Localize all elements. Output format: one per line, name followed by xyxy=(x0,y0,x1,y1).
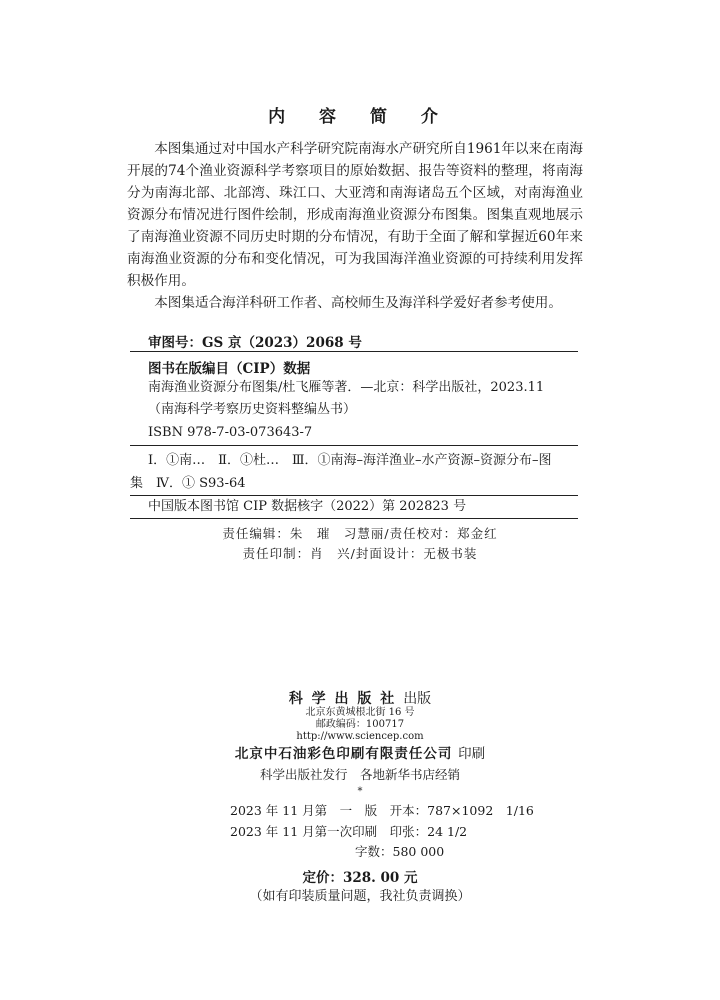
price: 定价：328. 00 元 xyxy=(302,870,418,886)
cip-line-2: （南海科学考察历史资料整编丛书） xyxy=(148,402,357,417)
cip-data-number: 中国版本图书馆 CIP 数据核字（2022）第 202823 号 xyxy=(148,499,467,514)
map-review-number: 审图号：GS 京（2023）2068 号 xyxy=(148,335,362,351)
cip-line-1: 南海渔业资源分布图集/杜飞雁等著．—北京：科学出版社，2023.11 xyxy=(148,380,545,395)
intro-text xyxy=(127,138,583,314)
cip-line-5: 集 Ⅳ．① S93-64 xyxy=(130,476,246,491)
editor-credits-2: 责任印制：肖 兴/封面设计：无极书装 xyxy=(242,546,478,561)
divider xyxy=(130,518,578,519)
printer-name: 北京中石油彩色印刷有限责任公司 xyxy=(234,746,453,762)
edition-info: 2023 年 11 月第 一 版 开本：787×1092 1/16 xyxy=(230,803,534,818)
publisher-address: 北京东黄城根北街 16 号 xyxy=(305,707,415,718)
divider xyxy=(130,445,578,446)
cip-line-4: Ⅰ．①南… Ⅱ．①杜… Ⅲ．①南海–海洋渔业–水产资源–资源分布–图 xyxy=(148,453,552,468)
publisher-postcode: 邮政编码：100717 xyxy=(315,719,405,730)
divider xyxy=(130,495,578,496)
word-count: 字数：580 000 xyxy=(230,844,445,859)
separator-star: * xyxy=(357,786,363,797)
editor-credits-1: 责任编辑：朱 璀 习慧丽/责任校对：郑金红 xyxy=(222,526,498,541)
intro-paragraph-2: 本图集适合海洋科研工作者、高校师生及海洋科学爱好者参考使用。 xyxy=(154,295,562,311)
publisher-website: http://www.sciencep.com xyxy=(296,731,424,742)
printer-line xyxy=(0,742,720,762)
publisher-line xyxy=(0,688,720,708)
distribution: 科学出版社发行 各地新华书店经销 xyxy=(259,767,460,782)
quality-notice: （如有印装质量问题，我社负责调换） xyxy=(249,889,471,904)
printer-suffix: 印刷 xyxy=(458,746,486,762)
divider xyxy=(130,351,578,352)
page-title: 内 容 简 介 xyxy=(268,107,452,127)
publisher-suffix: 出版 xyxy=(403,691,432,707)
cip-isbn: ISBN 978-7-03-073643-7 xyxy=(148,425,313,440)
cip-heading: 图书在版编目（CIP）数据 xyxy=(148,361,311,377)
printing-info: 2023 年 11 月第一次印刷 印张：24 1/2 xyxy=(230,824,468,839)
intro-paragraph-1: 本图集通过对中国水产科学研究院南海水产研究所自1961年以来在南海开展的74个渔业资源科学考察项目的原始数据、报告等资料的整理，将南海分为南海北部、北部湾、珠江口、大亚湾和南海诸岛五个区域，对南海渔业资源分布情况进行图件绘制，形成南海渔业资源分布图集。图集直观地展示了南海渔业资源不同历史时期的分布情况，有助于全面了解和掌握近60年来南海渔业资源的分布和变化情况，可为我国海洋渔业资源的可持续利用发挥积极作用。 xyxy=(127,141,583,289)
publisher-name: 科 学 出 版 社 xyxy=(288,691,397,707)
